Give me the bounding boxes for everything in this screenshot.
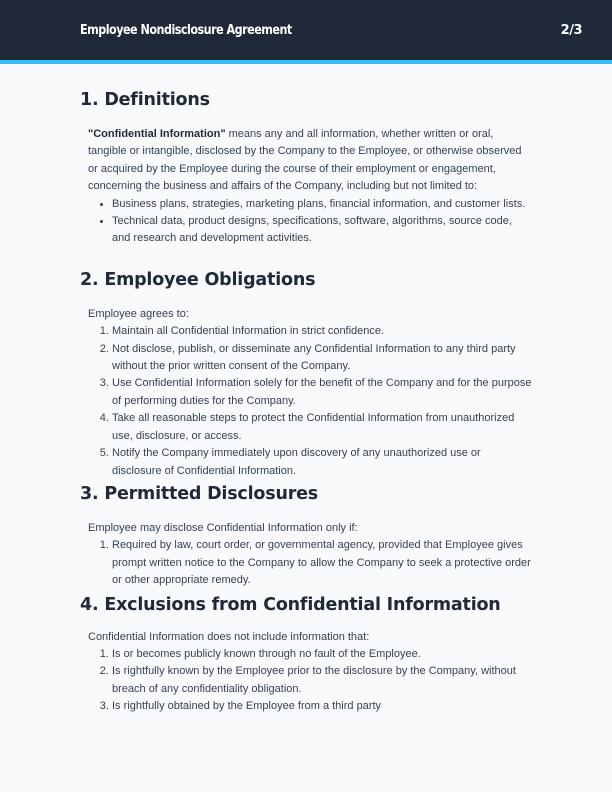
list-item: • Business plans, strategies, marketing plans, financial information, and customer lists.: [112, 196, 532, 213]
definition-paragraph: [88, 126, 532, 196]
list-item: 1. Required by law, court order, or governmental agency, provided that Employee gives prompt written notice to the Company to allow the Company to seek a protective order or other appropriate remedy.: [112, 537, 532, 589]
section-definitions: [80, 89, 532, 248]
list-item: 2. Is rightfully known by the Employee prior to the disclosure by the Company, without breach of any confidentiality obligation.: [112, 663, 532, 698]
section-heading: 3. Permitted Disclosures: [80, 483, 319, 504]
section-permitted-disclosures: [80, 483, 532, 590]
section-heading: 2. Employee Obligations: [80, 269, 316, 290]
list-item: • Technical data, product designs, specifications, software, algorithms, source code, and research and development activities.: [112, 213, 532, 248]
section-exclusions: [80, 594, 532, 716]
section-intro: Employee agrees to:: [88, 307, 189, 320]
section-employee-obligations: [80, 269, 532, 480]
list-item: 1. Is or becomes publicly known through no fault of the Employee.: [112, 646, 532, 663]
numbered-list: [88, 323, 532, 480]
list-item: 4. Take all reasonable steps to protect the Confidential Information from unauthorized use, disclosure, or access.: [112, 410, 532, 445]
numbered-list: [88, 537, 532, 589]
list-item: 3. Is rightfully obtained by the Employee from a third party: [112, 698, 532, 715]
section-intro: Confidential Information does not include information that:: [88, 630, 370, 643]
section-heading: 1. Definitions: [80, 90, 210, 110]
definition-text: means any and all information, whether written or oral, tangible or intangible, disclosed by the Company to the Employee, or otherwise observed or acquired by the Employee during the course of their employment or engagement, concerning the business and affairs of the Company, including but not limited to:: [88, 128, 522, 193]
list-item: 5. Notify the Company immediately upon discovery of any unauthorized use or disclosure of Confidential Information.: [112, 445, 532, 480]
section-body: [80, 629, 532, 716]
bullet-list: [88, 196, 532, 248]
list-item: 3. Use Confidential Information solely for the benefit of the Company and for the purpose of performing duties for the Company.: [112, 375, 532, 410]
section-body: [80, 306, 532, 480]
document-body: [0, 64, 612, 716]
document-title: Employee Nondisclosure Agreement: [80, 22, 292, 38]
section-heading: 4. Exclusions from Confidential Information: [80, 594, 501, 615]
numbered-list: [88, 646, 532, 716]
section-body: [80, 126, 532, 248]
defined-term: "Confidential Information": [88, 128, 226, 140]
list-item: 2. Not disclose, publish, or disseminate any Confidential Information to any third party without the prior written consent of the Company.: [112, 341, 532, 376]
page-indicator: 2/3: [560, 22, 582, 38]
section-body: [80, 520, 532, 590]
list-item: 1. Maintain all Confidential Information in strict confidence.: [112, 323, 532, 340]
section-intro: Employee may disclose Confidential Information only if:: [88, 521, 358, 534]
document-header: [0, 0, 612, 60]
